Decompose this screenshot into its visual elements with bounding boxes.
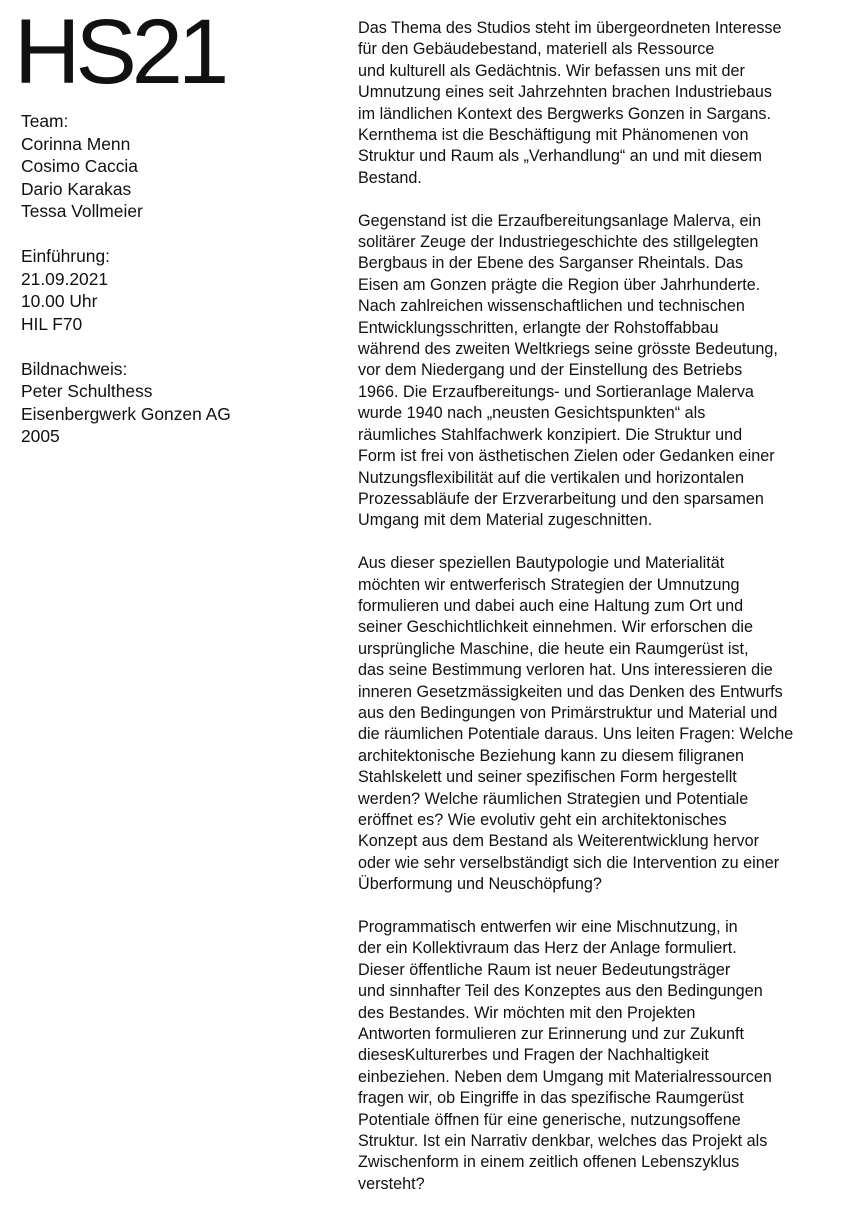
body-line: und kulturell als Gedächtnis. Wir befassen uns mit der: [358, 61, 745, 80]
body-line: für den Gebäudebestand, materiell als Ressource: [358, 40, 715, 59]
body-line: der ein Kollektivraum das Herz der Anlage formuliert.: [358, 939, 737, 958]
body-line: Eisen am Gonzen prägte die Region über Jahrhunderte.: [358, 275, 761, 294]
body-line: diesesKulturerbes und Fragen der Nachhaltigkeit: [358, 1046, 709, 1065]
team-label: Team:: [21, 111, 69, 131]
body-paragraph: [358, 211, 828, 532]
team-member: Cosimo Caccia: [21, 156, 138, 176]
body-line: und sinnhafter Teil des Konzeptes aus den Bedingungen: [358, 982, 763, 1001]
body-line: Bestand.: [358, 168, 422, 187]
body-line: wurde 1940 nach „neusten Gesichtspunkten“ als: [358, 404, 706, 423]
body-line: Struktur und Raum als „Verhandlung“ an und mit diesem: [358, 147, 762, 166]
body-line: ursprüngliche Maschine, die heute ein Raumgerüst ist,: [358, 639, 749, 658]
introduction-date: 21.09.2021: [21, 268, 109, 289]
team-member: Dario Karakas: [21, 178, 132, 199]
credits-photographer: Peter Schulthess: [21, 381, 153, 401]
body-line: Gegenstand ist die Erzaufbereitungsanlage Malerva, ein: [358, 211, 762, 230]
body-line: solitärer Zeuge der Industriegeschichte des stillgelegten: [358, 233, 759, 252]
body-line: Umgang mit dem Material zugeschnitten.: [358, 511, 653, 530]
body-line: Struktur. Ist ein Narrativ denkbar, welches das Projekt als: [358, 1132, 768, 1151]
body-line: Potentiale öffnen für eine generische, nutzungsoffene: [358, 1110, 741, 1129]
body-line: Prozessabläufe der Erzverarbeitung und den sparsamen: [358, 489, 764, 508]
body-line: Dieser öffentliche Raum ist neuer Bedeutungsträger: [358, 960, 731, 979]
team-member: Tessa Vollmeier: [21, 201, 143, 221]
body-line: fragen wir, ob Eingriffe in das spezifische Raumgerüst: [358, 1089, 744, 1108]
body-line: versteht?: [358, 1174, 425, 1193]
body-line: formulieren und dabei auch eine Haltung zum Ort und: [358, 596, 744, 615]
body-line: Zwischenform in einem zeitlich offenen Lebenszyklus: [358, 1153, 740, 1172]
body-paragraph: [358, 553, 828, 896]
body-line: Entwicklungsschritten, erlangte der Rohstoffabbau: [358, 318, 719, 337]
body-line: im ländlichen Kontext des Bergwerks Gonzen in Sargans.: [358, 104, 772, 123]
introduction-room: HIL F70: [21, 313, 83, 334]
body-line: Bergbaus in der Ebene des Sarganser Rheintals. Das: [358, 254, 744, 273]
body-line: Kernthema ist die Beschäftigung mit Phänomenen von: [358, 126, 749, 145]
body-line: Überformung und Neuschöpfung?: [358, 875, 602, 894]
body-paragraph: [358, 917, 828, 1195]
body-line: räumliches Stahlfachwerk konzipiert. Die Struktur und: [358, 425, 743, 444]
body-line: Antworten formulieren zur Erinnerung und zur Zukunft: [358, 1025, 744, 1044]
body-line: Konzept aus dem Bestand als Weiterentwicklung hervor: [358, 832, 760, 851]
credits-label: Bildnachweis:: [21, 358, 128, 379]
introduction-label: Einführung:: [21, 246, 110, 266]
body-line: vor dem Niedergang und der Einstellung des Betriebs: [358, 361, 743, 380]
body-line: Das Thema des Studios steht im übergeordneten Interesse: [358, 19, 782, 37]
body-line: Stahlskelett und seiner spezifischen Form hergestellt: [358, 768, 737, 787]
body-line: aus den Bedingungen von Primärstruktur und Material und: [358, 703, 778, 722]
page-title: HS21: [14, 1, 225, 103]
introduction-block: [21, 245, 321, 335]
credits-year: 2005: [21, 426, 60, 446]
body-line: die räumlichen Potentiale daraus. Uns leiten Fragen: Welche: [358, 725, 794, 744]
body-line: eröffnet es? Wie evolutiv geht ein architektonisches: [358, 811, 727, 829]
body-line: Form ist frei von ästhetischen Zielen oder Gedanken einer: [358, 447, 775, 466]
body-line: seiner Geschichtlichkeit einnehmen. Wir erforschen die: [358, 618, 753, 637]
body-line: Umnutzung eines seit Jahrzehnten brachen Industriebaus: [358, 83, 772, 102]
body-paragraph: [358, 18, 828, 189]
credits-block: [21, 358, 321, 448]
body-line: das seine Bestimmung verloren hat. Uns interessieren die: [358, 661, 773, 680]
info-column: [21, 110, 321, 470]
introduction-time: 10.00 Uhr: [21, 291, 98, 311]
team-block: [21, 110, 321, 223]
body-line: einbeziehen. Neben dem Umgang mit Materialressourcen: [358, 1067, 772, 1086]
body-line: oder wie sehr verselbständigt sich die Intervention zu einer: [358, 853, 780, 872]
body-line: Nach zahlreichen wissenschaftlichen und technischen: [358, 297, 745, 316]
body-line: während des zweiten Weltkriegs seine grösste Bedeutung,: [358, 340, 778, 359]
body-line: inneren Gesetzmässigkeiten und das Denken des Entwurfs: [358, 682, 783, 701]
body-line: architektonische Beziehung kann zu diesem filigranen: [358, 746, 745, 765]
body-line: 1966. Die Erzaufbereitungs- und Sortieranlage Malerva: [358, 382, 754, 401]
credits-source: Eisenbergwerk Gonzen AG: [21, 403, 231, 424]
body-line: Aus dieser speziellen Bautypologie und Materialität: [358, 554, 725, 573]
body-line: möchten wir entwerferisch Strategien der Umnutzung: [358, 575, 740, 594]
team-member: Corinna Menn: [21, 133, 131, 154]
body-line: Nutzungsflexibilität auf die vertikalen und horizontalen: [358, 468, 745, 487]
body-line: des Bestandes. Wir möchten mit den Projekten: [358, 1003, 696, 1022]
body-line: werden? Welche räumlichen Strategien und Potentiale: [358, 789, 749, 808]
body-text: [358, 18, 828, 1217]
body-line: Programmatisch entwerfen wir eine Mischnutzung, in: [358, 918, 738, 937]
